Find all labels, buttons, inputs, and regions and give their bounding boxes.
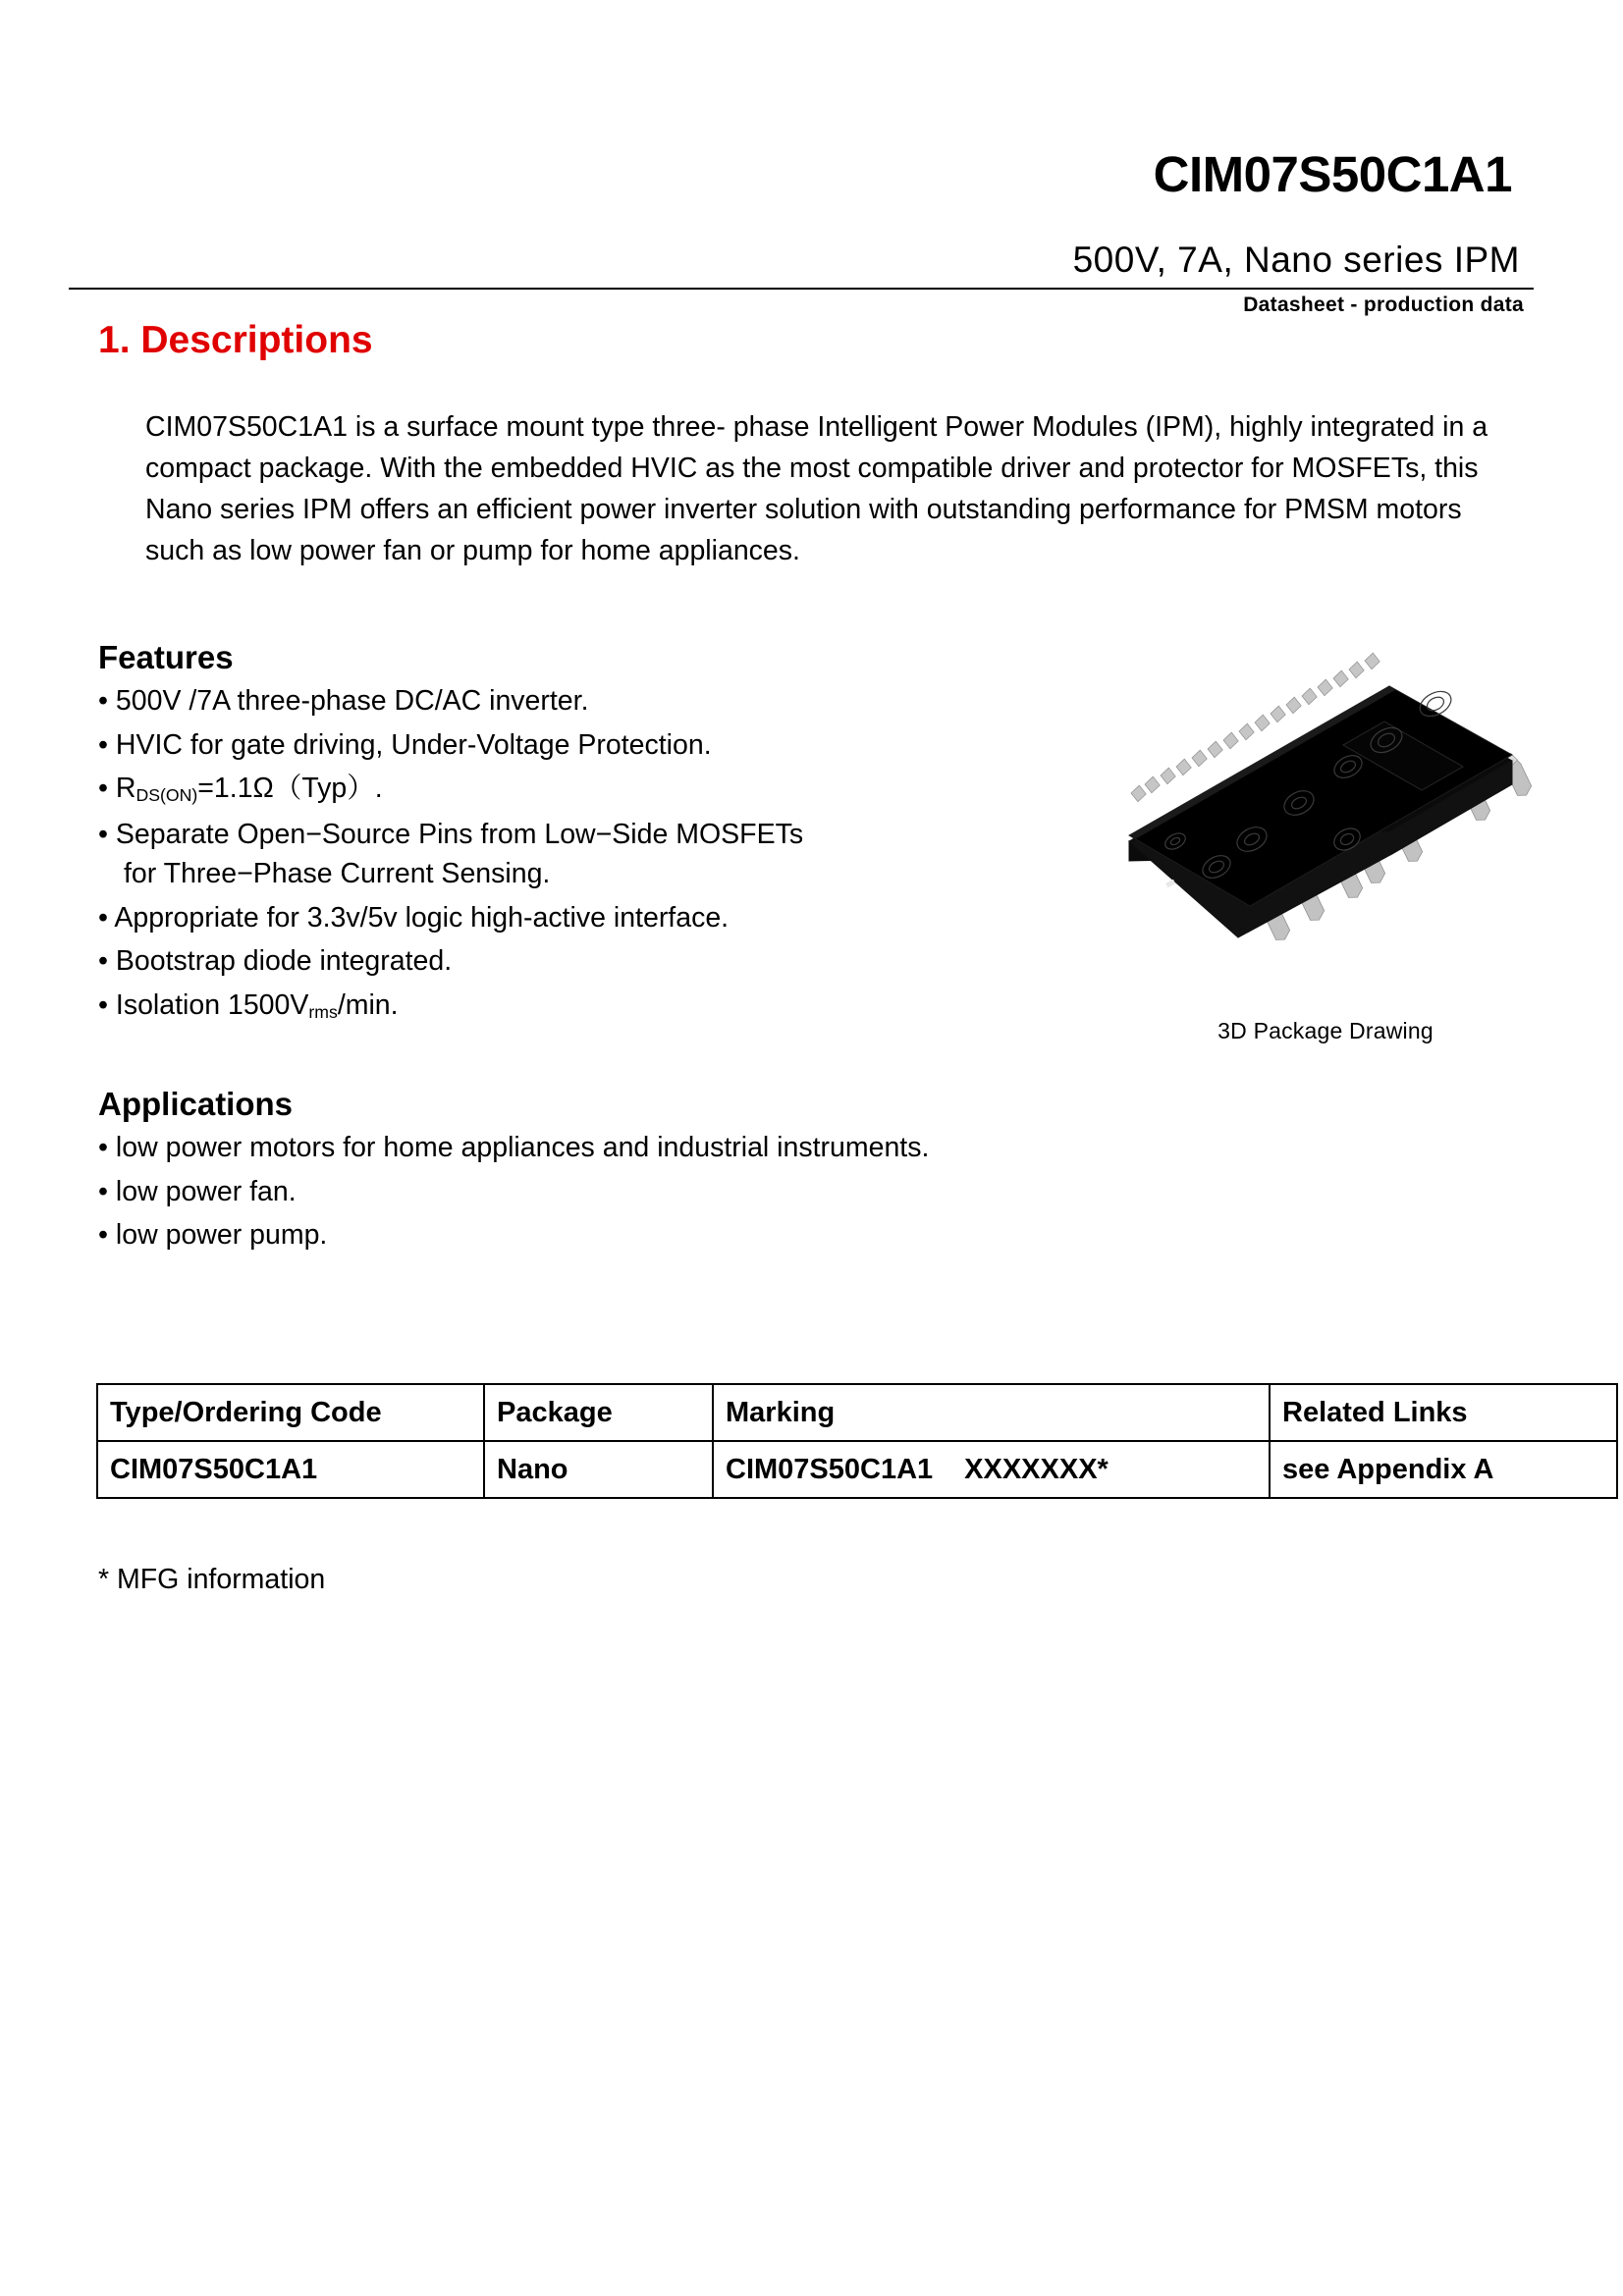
application-text: low power pump. [115,1219,328,1251]
list-item [98,1175,1080,1207]
column-header-package: Package [484,1384,713,1441]
features-heading: Features [98,639,234,675]
feature-text-rds-prefix: R [115,773,136,804]
bullet-icon: • [98,1219,108,1251]
list-item [98,901,982,934]
marking-part-number: CIM07S50C1A1 [726,1453,934,1485]
package-3d-drawing [1119,643,1532,982]
column-header-related-links: Related Links [1270,1384,1617,1441]
bullet-icon: • [98,901,108,934]
section-heading-descriptions: 1. Descriptions [98,319,373,361]
feature-subscript-rms: rms [308,1001,338,1022]
page-title: CIM07S50C1A1 [1153,146,1512,202]
header-divider [69,288,1534,290]
cell-related-links: see Appendix A [1270,1441,1617,1498]
application-text: low power fan. [115,1175,297,1207]
cell-marking [713,1441,1270,1498]
bullet-icon: • [98,1175,108,1207]
page-subtitle: 500V, 7A, Nano series IPM [1072,240,1520,280]
bullet-icon: • [98,1132,108,1163]
column-header-marking: Marking [713,1384,1270,1441]
marking-lot-code: XXXXXXX* [964,1453,1109,1485]
bullet-icon: • [98,988,108,1021]
bullet-icon: • [98,945,108,978]
list-item [98,774,982,805]
description-paragraph: CIM07S50C1A1 is a surface mount type three- phase Intelligent Power Modules (IPM), highly integrated in a compact package. With the embedded HVIC as the most compatible driver and protector for MOSFETs, this Nano series IPM offers an efficient power inverter solution with outstanding performance for PMSM motors such as low power fan or pump for home appliances. [145,411,1488,566]
bullet-icon: • [98,728,108,761]
feature-text: Separate Open−Source Pins from Low−Side MOSFETs [115,818,804,850]
footnote-mfg-information: * MFG information [98,1564,326,1595]
applications-heading: Applications [98,1086,294,1122]
application-text: low power motors for home appliances and industrial instruments. [115,1132,930,1163]
feature-text: Bootstrap diode integrated. [115,945,453,978]
list-item-continuation [98,860,982,888]
feature-text: HVIC for gate driving, Under-Voltage Protection. [115,728,712,761]
feature-subscript-ds-on: DS(ON) [135,784,198,805]
list-item [98,1221,1080,1250]
bullet-icon: • [98,818,108,850]
bullet-icon: • [98,685,108,717]
list-item [98,687,982,716]
list-item [98,947,982,976]
document-kind-label: Datasheet - production data [1243,294,1524,316]
list-item [98,988,982,1022]
column-header-type-code: Type/Ordering Code [97,1384,484,1441]
list-item [98,818,982,850]
feature-text-rds-suffix: =1.1Ω（Typ）. [197,773,383,804]
features-list [98,687,982,1037]
feature-text-isolation-prefix: Isolation 1500V [115,988,309,1021]
ordering-information-table [96,1383,1618,1499]
feature-text-continued: for Three−Phase Current Sensing. [124,858,551,890]
list-item [98,1134,1080,1162]
applications-list [98,1134,1080,1265]
table-header-row [97,1384,1617,1441]
feature-text: Appropriate for 3.3v/5v logic high-active interface. [114,901,730,934]
bullet-icon: • [98,773,108,804]
cell-type-code: CIM07S50C1A1 [97,1441,484,1498]
package-drawing-caption: 3D Package Drawing [1217,1018,1434,1043]
feature-text: 500V /7A three-phase DC/AC inverter. [115,685,589,717]
cell-package: Nano [484,1441,713,1498]
feature-text-isolation-suffix: /min. [337,988,399,1021]
list-item [98,728,982,761]
table-row [97,1441,1617,1498]
package-3d-svg [1119,643,1532,982]
